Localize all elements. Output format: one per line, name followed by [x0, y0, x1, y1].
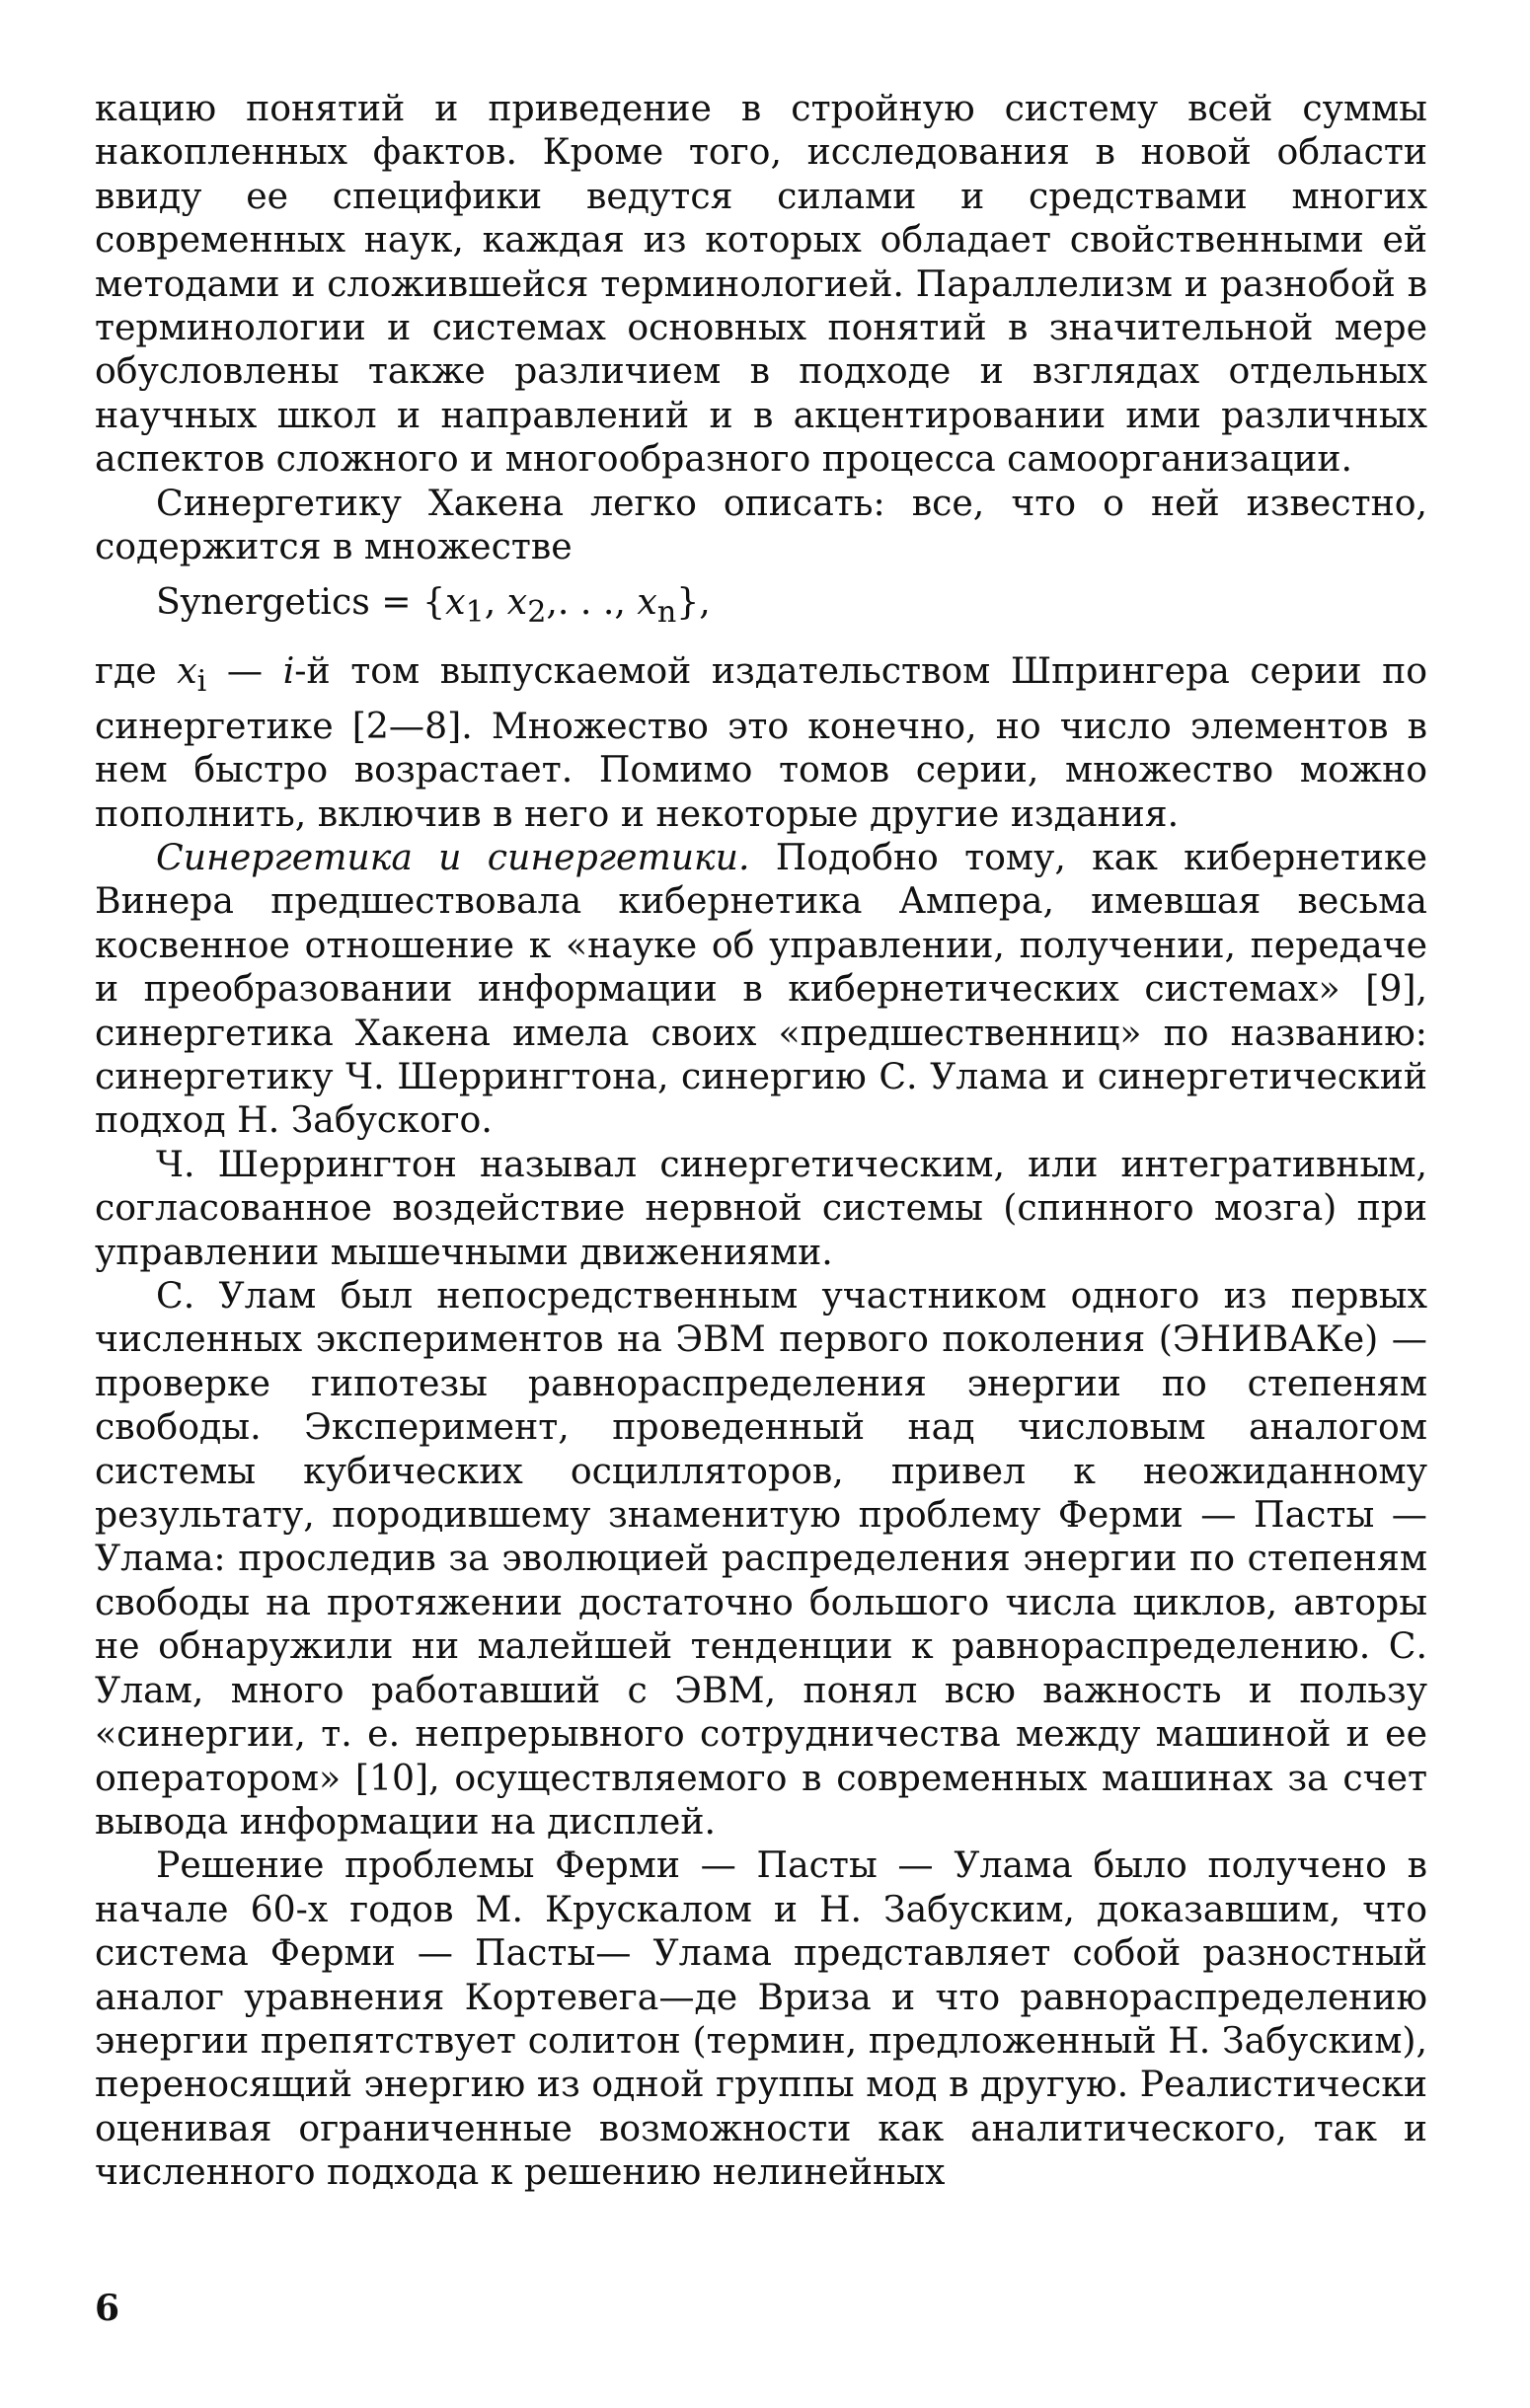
var-x: x	[177, 649, 197, 693]
formula-sub2: 2	[527, 595, 547, 631]
page-number: 6	[95, 2288, 120, 2329]
formula-close: },	[676, 580, 711, 624]
paragraph-3-text: -й том выпускаемой издательством Шпрингера серии по синергетике [2—8]. Множество это конечно, но число элементов в нем быстро возрастает. Помимо томов серии, множество можно пополнить, включив в него и некоторые другие издания.	[95, 649, 1427, 835]
formula-ellipsis: ,. . .,	[546, 580, 626, 624]
synergetics-formula: Synergetics = {$x_1$, $x_2$,. . ., $x_n$},	[156, 580, 711, 631]
formula-subn: n	[656, 595, 677, 631]
paragraph-1: кацию понятий и приведение в стройную систему всей суммы накопленных фактов. Кроме того, исследования в новой области ввиду ее специфики ведутся силами и средствами многих современных наук, каждая из которых обладает свойственными ей методами и сложившейся терминологией. Параллелизм и разнобой в терминологии и системах основных понятий в значительной мере обусловлены также различием в подходе и взглядах отдельных научных школ и направлений и в акцентировании ими различных аспектов сложного и многообразного процесса самоорганизации.	[95, 87, 1427, 481]
paragraph-7: Решение проблемы Ферми — Пасты — Улама было получено в начале 60-х годов М. Крускалом и Н. Забуским, доказавшим, что система Ферми — Пасты— Улама представляет собой разностный аналог уравнения Кортевега—де Вриза и что равнораспределению энергии препятствует солитон (термин, предложенный Н. Забуским), переносящий энергию из одной группы мод в другую. Реалистически оценивая ограниченные возможности как аналитического, так и численного подхода к решению нелинейных	[95, 1844, 1427, 2194]
paragraph-5: Ч. Шеррингтон называл синергетическим, или интегративным, согласованное воздействие нервной системы (спинного мозга) при управлении мышечными движениями.	[95, 1142, 1427, 1273]
paragraph-4	[95, 836, 1427, 1143]
paragraph-3-pre: где	[95, 649, 178, 693]
paragraph-3	[95, 649, 1427, 836]
formula-sub1: 1	[465, 595, 485, 631]
paragraph-2: Синергетику Хакена легко описать: все, что о ней известно, содержится в множестве	[95, 481, 1427, 568]
var-sub-i: i	[196, 664, 207, 700]
paragraph-4-text: Подобно тому, как кибернетике Винера предшествовала кибернетика Ампера, имевшая весьма косвенное отношение к «науке об управлении, получении, передаче и преобразовании информации в кибернетических системах» [9], синергетика Хакена имела своих «предшественниц» по названию: синергетику Ч. Шеррингтона, синергию С. Улама и синергетический подход Н. Забуского.	[95, 835, 1427, 1142]
document-body	[95, 87, 1427, 2195]
paragraph-3-dash: —	[206, 649, 283, 693]
var-i: i	[282, 649, 295, 693]
paragraph-6: С. Улам был непосредственным участником одного из первых численных экспериментов на ЭВМ первого поколения (ЭНИВАКе) — проверке гипотезы равнораспределения энергии по степеням свободы. Эксперимент, проведенный над числовым аналогом системы кубических осцилляторов, привел к неожиданному результату, породившему знаменитую проблему Ферми — Пасты — Улама: проследив за эволюцией распределения энергии по степеням свободы на протяжении достаточно большого числа циклов, авторы не обнаружили ни малейшей тенденции к равнораспределению. С. Улам, много работавший с ЭВМ, понял всю важность и пользу «синергии, т. е. непрерывного сотрудничества между машиной и ее оператором» [10], осуществляемого в современных машинах за счет вывода информации на дисплей.	[95, 1274, 1427, 1843]
formula-x1: x	[445, 580, 466, 624]
formula-x2: x	[506, 580, 528, 624]
formula-lhs: Synergetics = {	[156, 580, 446, 624]
formula-xn: x	[637, 580, 657, 624]
section-lead-italic: Синергетика и синергетики.	[156, 835, 750, 878]
